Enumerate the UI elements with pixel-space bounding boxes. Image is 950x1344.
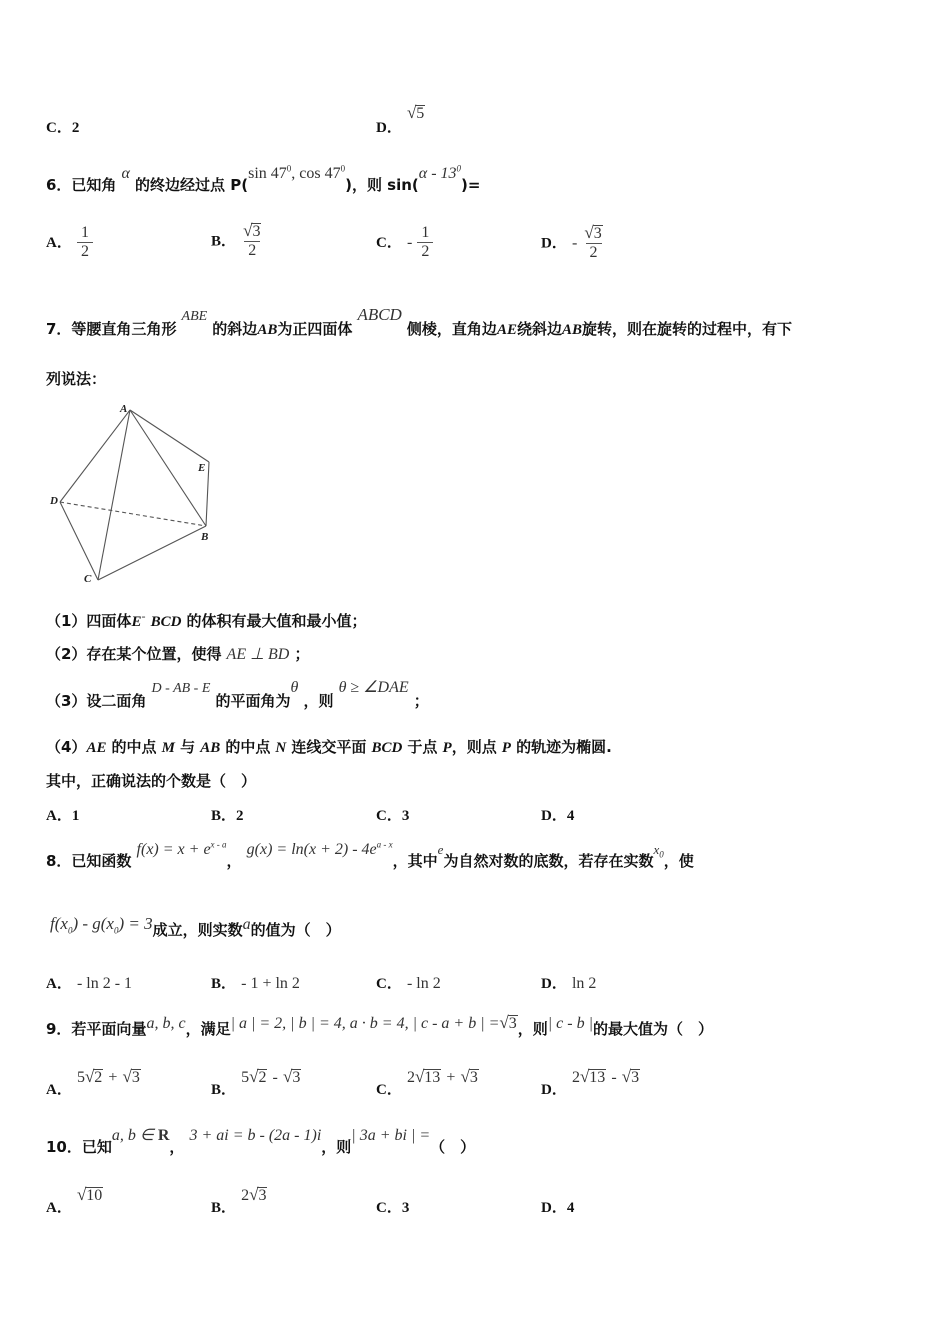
stem-text: 的斜边 (212, 320, 258, 338)
stem-text: 成立，则实数 (152, 921, 243, 939)
edge-eb (206, 462, 209, 526)
statement-text: 的中点 (225, 738, 271, 756)
math-abcd: ABCD (357, 305, 402, 324)
statement-text: 的体积有最大值和最小值； (186, 612, 367, 630)
q9-option-b (211, 1066, 301, 1098)
math-ae: AE (86, 740, 107, 756)
edge-ab (130, 410, 206, 526)
radicand: 3 (258, 1187, 267, 1204)
sqrt: √ 5 (406, 103, 425, 122)
radicand: 10 (86, 1187, 103, 1204)
stem-text: ，则 (517, 1020, 548, 1038)
statement-text: （3）设二面角 (46, 692, 147, 710)
q9-stem (46, 1012, 713, 1038)
option-label: C． (376, 235, 402, 251)
coefficient: 5 (241, 1069, 250, 1086)
denominator: 2 (244, 241, 260, 260)
vertex-label-c: C (84, 573, 92, 585)
sqrt: √ 3 (249, 1185, 267, 1204)
q7-option-d (541, 804, 574, 825)
sqrt: √ 3 (499, 1013, 517, 1032)
stem-text: )= (461, 176, 481, 194)
option-label: C． (46, 120, 72, 136)
stem-text: 为正四面体 (277, 320, 353, 338)
option-label: D． (541, 976, 567, 992)
superscript: 0 (286, 163, 292, 174)
edge-ac (98, 410, 130, 580)
numerator: 1 (80, 224, 89, 241)
superscript: 0 (340, 163, 346, 174)
math-n: N (275, 740, 287, 756)
sqrt: √ 3 (122, 1067, 140, 1086)
question-number: 10．已知 (46, 1138, 112, 1156)
option-value: 2 (71, 120, 80, 136)
q7-option-a (46, 804, 79, 825)
statement-text: ，则 (303, 692, 334, 710)
edge-ad (60, 410, 130, 502)
radicand: 3 (469, 1069, 478, 1086)
stem-text: ，满足 (185, 1020, 231, 1038)
option-label: C． (376, 976, 402, 992)
q7-stem (46, 304, 792, 338)
option-label: C． (376, 1200, 402, 1216)
option-value: 2 (236, 808, 244, 824)
statement-text: ； (413, 692, 429, 710)
tetrahedron-figure (46, 400, 236, 590)
q7-question: 其中，正确说法的个数是（ ） (46, 772, 257, 790)
question-number: 9．若平面向量 (46, 1020, 147, 1038)
math-part: ) = 3 (118, 914, 153, 933)
denominator: 2 (77, 242, 93, 261)
operator: - (611, 1069, 617, 1086)
question-number: 8．已知函数 (46, 852, 132, 870)
math-abe: ABE (181, 309, 208, 324)
option-label: B． (211, 976, 237, 992)
q10-option-b (211, 1184, 267, 1216)
option-label: C． (376, 808, 402, 824)
stem-text: （ ） (430, 1138, 476, 1156)
coefficient: 2 (571, 1069, 580, 1086)
q8-option-a (46, 972, 132, 993)
superscript: a - x (376, 839, 393, 850)
q7-option-c (376, 804, 409, 825)
q6-stem (46, 162, 481, 194)
q10-option-a (46, 1184, 103, 1216)
radicand: 13 (424, 1069, 441, 1086)
q8-option-d (541, 972, 596, 993)
option-label: D． (376, 120, 402, 136)
radicand: 3 (631, 1069, 640, 1086)
math-e: e (437, 842, 444, 857)
math-equation: 3 + ai = b - (2a - 1)i (189, 1127, 322, 1144)
option-value: 4 (566, 1200, 575, 1216)
sqrt: √ 10 (76, 1185, 103, 1204)
option-value: ln 2 (571, 975, 597, 992)
option-label: C． (376, 1082, 402, 1098)
stem-text: ，其中 (392, 852, 438, 870)
operator: + (446, 1069, 456, 1086)
subscript: 0 (67, 925, 73, 936)
option-label: D． (541, 235, 567, 252)
q6-option-a (46, 224, 93, 261)
denominator: 2 (586, 243, 602, 262)
operator: + (108, 1069, 118, 1086)
option-value: - 1 + ln 2 (241, 975, 300, 992)
vertex-label-b: B (201, 531, 209, 543)
option-value: 1 (71, 808, 80, 824)
statement-text: 的轨迹为椭圆. (516, 738, 612, 756)
stem-text: ，则 (321, 1138, 352, 1156)
math-dihedral: D - AB - E (151, 681, 211, 696)
q10-option-d (541, 1196, 574, 1217)
math-point (248, 165, 345, 182)
radicand: 2 (258, 1069, 267, 1086)
math-part: ) - g(x (72, 914, 114, 933)
statement-text: 与 (180, 738, 196, 756)
math-ab: AB (200, 740, 221, 756)
q7-statement-1 (46, 610, 367, 631)
math-expr: | c - b | (547, 1015, 593, 1032)
option-value: 4 (566, 808, 575, 824)
math-m: M (161, 740, 175, 756)
math-e: E (131, 614, 142, 630)
option-label: A． (46, 976, 72, 992)
option-label: B． (211, 1082, 237, 1098)
math-f (137, 841, 227, 858)
radicand: 13 (589, 1069, 606, 1086)
math-perp: AE ⊥ BD (226, 646, 290, 663)
math-expr: | 3a + bi | = (351, 1127, 431, 1144)
math-part: sin 47 (248, 165, 287, 182)
edge-ae (130, 410, 209, 462)
denominator: 2 (417, 242, 433, 261)
stem-text: ，使 (663, 852, 694, 870)
option-label: B． (211, 1200, 237, 1216)
numerator: 1 (421, 224, 430, 241)
fraction (417, 224, 433, 261)
question-number: 6．已知角 (46, 176, 117, 194)
q9-option-a (46, 1066, 141, 1098)
statement-text: ； (294, 645, 310, 663)
vertex-label-d: D (50, 495, 58, 507)
math-part: g(x) = ln(x + 2) - 4e (246, 841, 377, 858)
radicand: 3 (508, 1015, 517, 1032)
q8-option-b (211, 972, 300, 993)
statement-text: ，则点 (451, 738, 497, 756)
option-value: 3 (401, 1200, 410, 1216)
math-g (247, 841, 393, 858)
math-ab: AB (257, 322, 278, 338)
question-number: 7．等腰直角三角形 (46, 320, 177, 338)
math-inequality: θ ≥ ∠DAE (338, 679, 409, 696)
q5-option-d (376, 102, 425, 136)
subscript: 0 (659, 849, 664, 860)
stem-text: 的终边经过点 P( (135, 176, 249, 194)
vertex-label-a: A (120, 403, 128, 415)
sqrt: √ 3 (282, 1067, 301, 1086)
math-vectors: a, b, c (146, 1015, 186, 1032)
radicand: 3 (593, 225, 602, 242)
math-part: , cos 47 (291, 165, 341, 182)
math-part: α - 13 (418, 165, 457, 182)
radicand: 3 (292, 1069, 301, 1086)
option-label: A． (46, 235, 72, 251)
option-label: A． (46, 1082, 72, 1098)
statement-text: （2）存在某个位置，使得 (46, 645, 222, 663)
math-ae: AE (496, 322, 517, 338)
math-condition: | a | = 2, | b | = 4, a · b = 4, | c - a + b | = (230, 1015, 500, 1032)
stem-text: )，则 sin( (345, 176, 419, 194)
q10-stem (46, 1124, 476, 1156)
option-label: B． (211, 808, 237, 824)
math-bcd: BCD (371, 740, 403, 756)
superscript: 0 (456, 163, 462, 174)
math-a: a (242, 916, 251, 933)
sign: - (406, 234, 413, 251)
statement-text: 的平面角为 (215, 692, 291, 710)
sqrt: √ 3 (584, 223, 602, 242)
option-value: 3 (401, 808, 410, 824)
coefficient: 5 (76, 1069, 85, 1086)
stem-text: 的最大值为（ ） (592, 1020, 713, 1038)
fraction (582, 224, 604, 262)
radicand: 5 (416, 105, 425, 122)
math-alpha: α (121, 165, 130, 182)
option-label: B． (211, 233, 237, 250)
q9-option-d (541, 1066, 640, 1098)
minus-sup: - (141, 609, 146, 623)
q7-statement-3 (46, 676, 429, 710)
q7-statement-4 (46, 736, 612, 757)
vertex-label-e: E (198, 462, 206, 474)
stem-text: 绕斜边 (516, 320, 562, 338)
sqrt: √ 3 (621, 1067, 640, 1086)
option-value: - ln 2 - 1 (76, 975, 133, 992)
sqrt: √ 3 (460, 1067, 478, 1086)
q8-option-c (376, 972, 441, 993)
stem-text: 侧棱，直角边 (406, 320, 497, 338)
radicand: 3 (131, 1069, 140, 1086)
math-bcd: BCD (150, 614, 182, 630)
coefficient: 2 (241, 1187, 250, 1204)
q8-stem (46, 838, 694, 870)
q5-option-c (46, 116, 79, 137)
math-part: x (653, 842, 660, 857)
q10-option-c (376, 1196, 409, 1217)
stem-text: ， (226, 852, 242, 870)
radicand: 3 (252, 223, 261, 240)
edge-dc (60, 502, 98, 580)
statement-text: 的中点 (111, 738, 157, 756)
option-label: A． (46, 808, 72, 824)
sqrt: √ 3 (243, 221, 261, 240)
edge-cb (98, 526, 209, 580)
math-reals: R (157, 1127, 170, 1144)
superscript: x - a (210, 839, 227, 850)
math-theta: θ (290, 679, 299, 696)
edge-db-hidden (60, 502, 206, 526)
option-label: D． (541, 1200, 567, 1216)
math-set: a, b ∈ (111, 1127, 158, 1144)
statement-text: （1）四面体 (46, 612, 132, 630)
math-x0 (653, 842, 664, 860)
math-expr (419, 165, 461, 182)
statement-text: 于点 (407, 738, 438, 756)
q9-option-c (376, 1066, 479, 1098)
radicand: 2 (94, 1069, 103, 1086)
sqrt: √ 2 (249, 1067, 267, 1086)
option-label: D． (541, 1082, 567, 1098)
operator: - (272, 1069, 278, 1086)
fraction (241, 222, 263, 260)
stem-text: 的值为（ ） (250, 921, 341, 939)
math-p: P (501, 740, 511, 756)
option-label: A． (46, 1200, 72, 1216)
q6-option-c (376, 224, 433, 261)
math-part: f(x) = x + e (136, 841, 211, 858)
math-ab: AB (561, 322, 582, 338)
stem-text: 旋转，则在旋转的过程中，有下 (581, 320, 792, 338)
q7-stem-line2: 列说法： (46, 370, 107, 388)
q6-option-b (211, 222, 263, 260)
fraction (77, 224, 93, 261)
q8-condition (50, 913, 341, 939)
math-part: f(x (50, 914, 68, 933)
sqrt: √ 13 (579, 1067, 606, 1086)
sqrt: √ 2 (84, 1067, 103, 1086)
statement-text: （4） (46, 738, 87, 756)
stem-text: ， (169, 1138, 185, 1156)
stem-text: 为自然对数的底数，若存在实数 (443, 852, 654, 870)
statement-text: 连线交平面 (291, 738, 367, 756)
sqrt: √ 13 (414, 1067, 441, 1086)
subscript: 0 (113, 925, 119, 936)
math-condition (50, 914, 153, 936)
q6-option-d (541, 224, 605, 262)
math-p: P (442, 740, 452, 756)
q7-option-b (211, 804, 244, 825)
q7-statement-2 (46, 643, 309, 664)
option-value: - ln 2 (406, 975, 441, 992)
option-label: D． (541, 808, 567, 824)
sign: - (571, 234, 578, 252)
coefficient: 2 (406, 1069, 415, 1086)
